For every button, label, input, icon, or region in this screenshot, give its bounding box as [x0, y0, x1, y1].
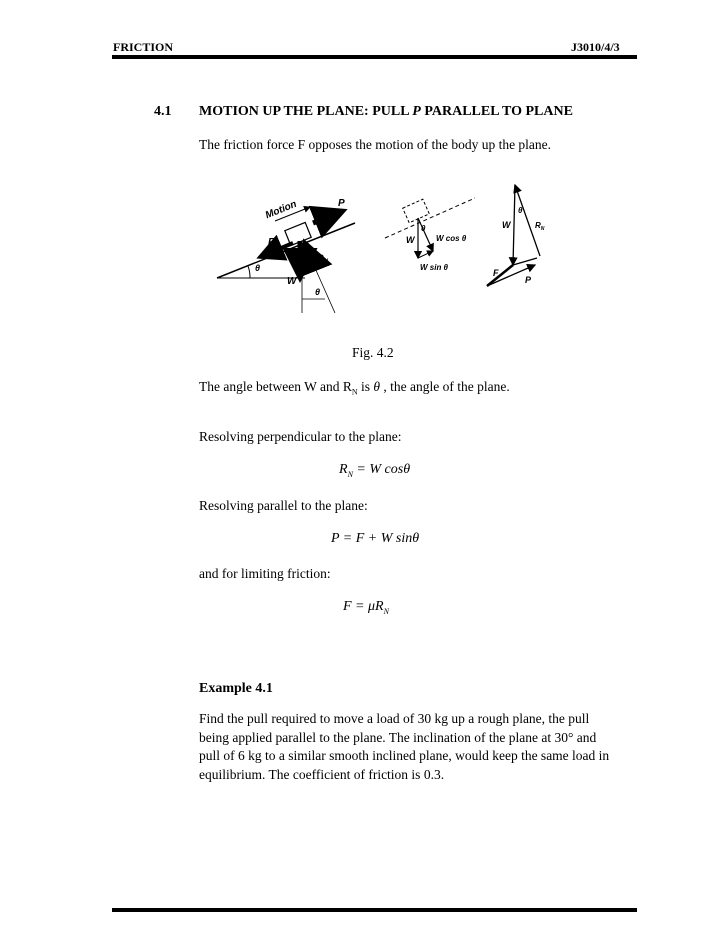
parallel-text: Resolving parallel to the plane:: [199, 498, 368, 513]
w-label: W: [287, 276, 297, 287]
example-title: Example 4.1: [199, 681, 273, 696]
f-label: F: [268, 237, 275, 248]
force-triangle-diagram: [487, 185, 545, 286]
p-label-3: P: [525, 275, 532, 285]
wsin-label: W sin θ: [420, 263, 449, 272]
header-rule: [112, 55, 637, 59]
section-number: 4.1: [154, 104, 172, 119]
equation-limiting-friction: $F = \mu R_N$: [343, 599, 389, 616]
rn-label-3: $R_N$: [535, 221, 545, 232]
incline-diagram: [217, 198, 355, 313]
p-label: P: [338, 198, 345, 209]
equation-normal-reaction: $R_N = W$ cosθ: [339, 462, 411, 479]
wcos-label: W cos θ: [436, 234, 467, 243]
motion-label: Motion: [263, 198, 299, 222]
theta-label-bottom: θ: [315, 287, 321, 297]
rn-label: $R_N$: [317, 253, 328, 265]
intro-text: The friction force F opposes the motion of the body up the plane.: [199, 137, 552, 152]
example-body: Find the pull required to move a load of 30 kg up a rough plane, the pull being applied parallel to the plane. The inclination of the plane at 30° and pull of 6 kg to a similar smooth inclined plane, would keep the same load in equilibrium. The coefficient of friction is 0.3.: [199, 711, 610, 782]
w-label-2: W: [406, 235, 415, 245]
header-left-title: FRICTION: [113, 40, 174, 54]
friction-figure: [205, 183, 555, 318]
section-title: MOTION UP THE PLANE: PULL P PARALLEL TO PLANE: [199, 104, 573, 119]
angle-description: The angle between W and $R_N$ is θ , the angle of the plane.: [199, 379, 510, 397]
theta-label-2: θ: [421, 224, 426, 233]
resolved-components-diagram: [385, 198, 475, 272]
limiting-text: and for limiting friction:: [199, 566, 331, 581]
w-label-3: W: [502, 220, 511, 230]
equation-pull: P = F + W sinθ: [331, 531, 420, 546]
f-label-3: F: [493, 268, 499, 278]
figure-caption: Fig. 4.2: [352, 345, 394, 360]
theta-label-plane: θ: [255, 263, 261, 273]
theta-label-3: θ: [518, 206, 523, 215]
perpendicular-text: Resolving perpendicular to the plane:: [199, 429, 402, 444]
footer-rule: [112, 908, 637, 912]
header-right-code: J3010/4/3: [571, 40, 620, 54]
